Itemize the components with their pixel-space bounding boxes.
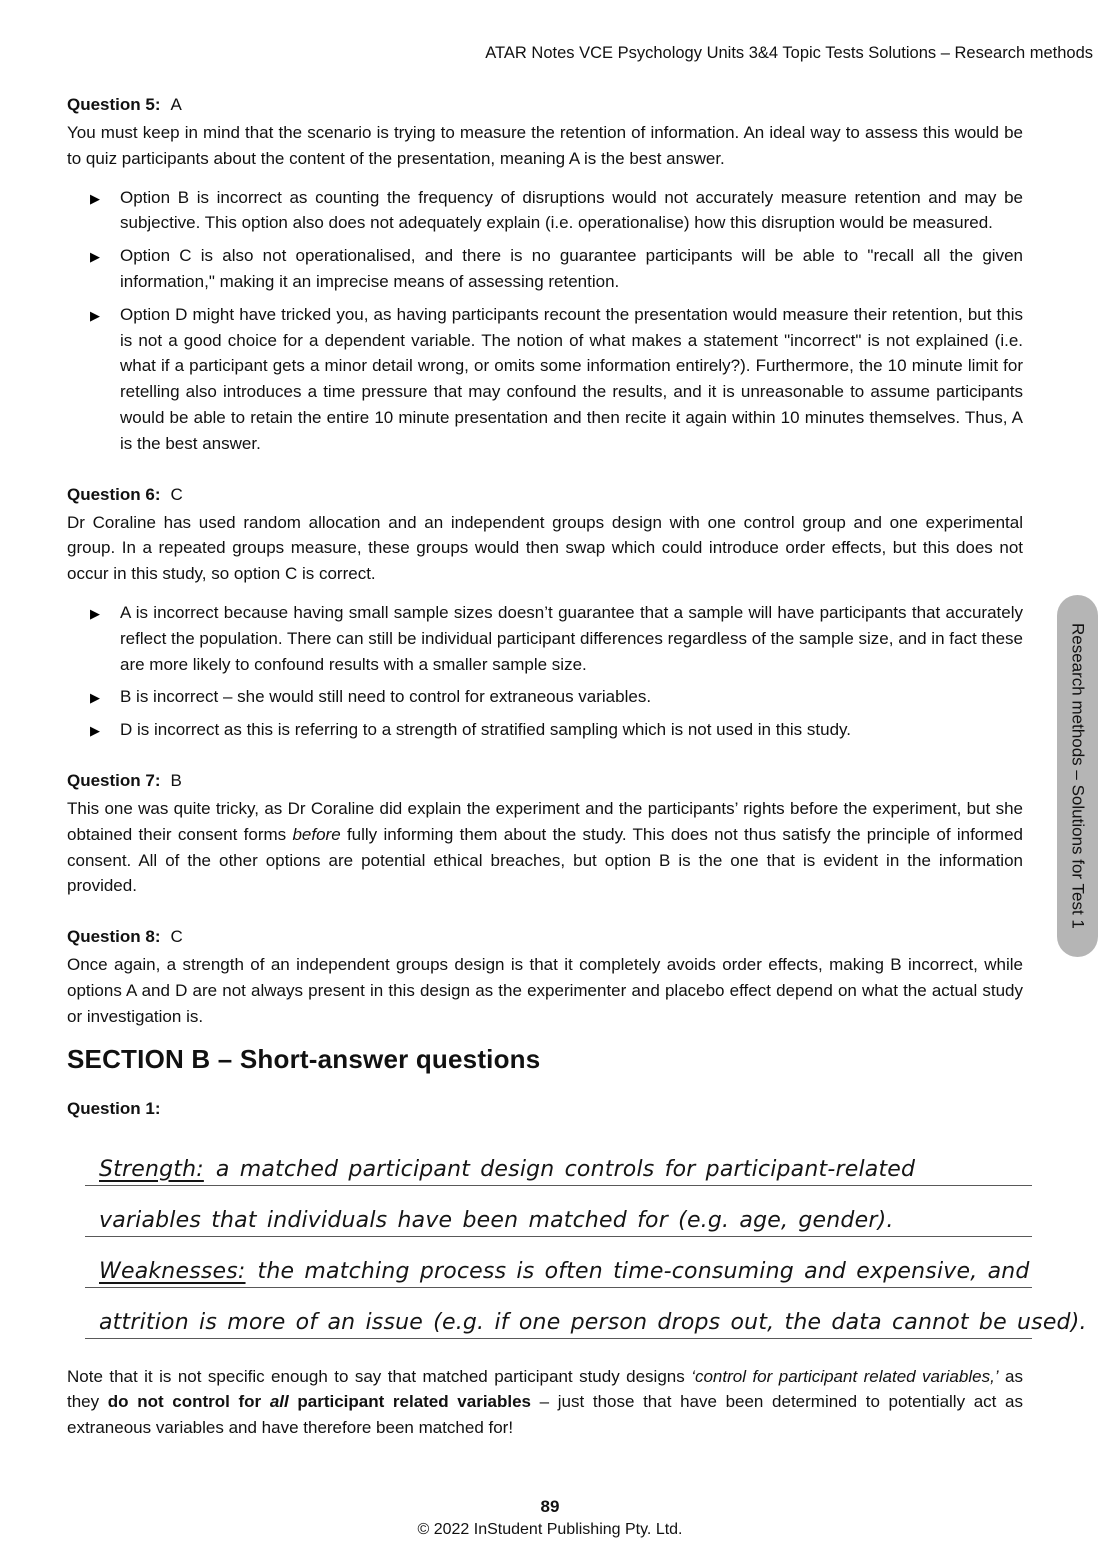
handwriting-line-3 bbox=[85, 1237, 1032, 1288]
note-text: as they bbox=[67, 1366, 1023, 1412]
bullet-text: Option B is incorrect as counting the frequency of disruptions would not accurately measure retention and may be subjective. This option also does not adequately explain (i.e. operationalise) how this disruption would be measured. bbox=[120, 187, 1023, 233]
bullet-triangle-icon: ▶ bbox=[90, 307, 100, 323]
intro-text: This one was quite tricky, as Dr Coraline did explain the experiment and the participants’ rights before the experiment, but she obtained their consent forms bbox=[67, 798, 1023, 844]
bullet-item bbox=[67, 600, 1023, 677]
question-6-bullets bbox=[67, 600, 1023, 743]
bullet-triangle-icon: ▶ bbox=[90, 190, 100, 206]
side-tab-research-methods bbox=[1057, 595, 1098, 957]
side-tab-label: Research methods – Solutions for Test 1 bbox=[1068, 623, 1088, 929]
bullet-item bbox=[67, 302, 1023, 457]
section-b-heading: SECTION B – Short-answer questions bbox=[67, 1043, 541, 1074]
bullet-item bbox=[67, 684, 1023, 710]
question-5-heading bbox=[67, 94, 1023, 116]
handwriting-text: the matching process is often time-consuming and expensive, and bbox=[257, 1258, 1030, 1284]
bullet-triangle-icon: ▶ bbox=[90, 723, 100, 739]
intro-text: fully informing them about the study. This does not thus satisfy the principle of informed consent. All of the other options are potential ethical breaches, but option B is the one that is evident in the information provided. bbox=[67, 824, 1023, 896]
note-bold-text: participant related variables bbox=[288, 1392, 532, 1412]
question-label: Question 8: bbox=[67, 927, 161, 947]
question-5-block bbox=[67, 94, 1023, 457]
question-label: Question 7: bbox=[67, 770, 161, 790]
question-7-heading bbox=[67, 770, 1023, 792]
note-bold-text: do not control for bbox=[107, 1392, 270, 1412]
note-paragraph bbox=[67, 1364, 1023, 1441]
page-header: ATAR Notes VCE Psychology Units 3&4 Topic Tests Solutions – Research methods bbox=[485, 44, 1093, 62]
question-answer: C bbox=[170, 927, 183, 947]
handwriting-strength-label: Strength: bbox=[99, 1156, 204, 1182]
question-6-intro: Dr Coraline has used random allocation and an independent groups design with one control group and one experimental group. In a repeated groups measure, these groups would then swap which could introduce order effects, but this does not occur in this study, so option C is correct. bbox=[67, 512, 1023, 584]
handwriting-text: variables that individuals have been matched for (e.g. age, gender). bbox=[99, 1207, 894, 1233]
handwriting-weaknesses-label: Weaknesses: bbox=[99, 1258, 246, 1284]
question-8-heading bbox=[67, 926, 1023, 948]
bullet-triangle-icon: ▶ bbox=[90, 605, 100, 621]
question-6-heading bbox=[67, 484, 1023, 506]
question-answer: B bbox=[170, 770, 182, 790]
question-5-bullets bbox=[67, 185, 1023, 457]
bullet-item bbox=[67, 185, 1023, 237]
bullet-triangle-icon: ▶ bbox=[90, 690, 100, 706]
question-6-block bbox=[67, 484, 1023, 743]
bullet-text: D is incorrect as this is referring to a strength of stratified sampling which is not used in this study. bbox=[120, 720, 851, 740]
note-bold-italic-text: all bbox=[269, 1392, 289, 1412]
copyright-notice: © 2022 InStudent Publishing Pty. Ltd. bbox=[417, 1521, 683, 1538]
question-8-block bbox=[67, 926, 1023, 1029]
handwriting-line-1 bbox=[85, 1135, 1032, 1186]
bullet-text: B is incorrect – she would still need to control for extraneous variables. bbox=[120, 687, 652, 707]
bullet-text: Option D might have tricked you, as having participants recount the presentation would measure their retention, but this is not a good choice for a dependent variable. The notion of what makes a statement "incorrect" is not explained (i.e. what if a participant gets a minor detail wrong, or omits some information entirely?). Furthermore, the 10 minute limit for retelling also introduces a time pressure that may confound the results, and it is unreasonable to assume participants would be able to retain the entire 10 minute presentation and then recite it again within 10 minutes themselves. Thus, A is the best answer. bbox=[120, 304, 1023, 453]
bullet-item bbox=[67, 717, 1023, 743]
question-answer: A bbox=[170, 95, 182, 114]
intro-italic-text: before bbox=[292, 824, 341, 844]
question-7-intro bbox=[67, 796, 1023, 899]
handwriting-text: a matched participant design controls for participant-related bbox=[215, 1156, 916, 1182]
page-number: 89 bbox=[540, 1497, 560, 1516]
question-8-intro: Once again, a strength of an independent groups design is that it completely avoids order effects, making B incorrect, while options A and D are not always present in this design as the experimenter and placebo effect depend on what the actual study or investigation is. bbox=[67, 955, 1023, 1026]
question-1-label: Question 1: bbox=[67, 1098, 161, 1118]
question-5-intro: You must keep in mind that the scenario is trying to measure the retention of information. An ideal way to assess this would be to quiz participants about the content of the presentation, meaning A is the best answer. bbox=[67, 123, 1023, 168]
note-italic-text: ‘control for participant related variables,’ bbox=[691, 1366, 999, 1386]
question-answer: C bbox=[170, 484, 183, 504]
bullet-item bbox=[67, 243, 1023, 295]
question-7-block bbox=[67, 770, 1023, 899]
note-text: – just those that have been determined to potentially act as extraneous variables and have therefore been matched for! bbox=[67, 1392, 1023, 1438]
handwritten-answer bbox=[85, 1135, 1087, 1339]
question-label: Question 6: bbox=[67, 484, 161, 504]
bullet-text: Option C is also not operationalised, and there is no guarantee participants will be able to "recall all the given information," making it an imprecise means of assessing retention. bbox=[120, 246, 1023, 291]
bullet-text: A is incorrect because having small sample sizes doesn’t guarantee that a sample will have participants that accurately reflect the population. There can still be individual participant differences regardless of the sample size, and in fact these are more likely to confound results with a smaller sample size. bbox=[120, 602, 1023, 674]
bullet-triangle-icon: ▶ bbox=[90, 249, 100, 265]
handwriting-text: attrition is more of an issue (e.g. if one person drops out, the data cannot be used). bbox=[99, 1309, 1087, 1335]
handwriting-line-4 bbox=[85, 1288, 1087, 1339]
question-label: Question 5: bbox=[67, 95, 161, 114]
handwriting-line-2 bbox=[85, 1186, 1032, 1237]
note-text: Note that it is not specific enough to say that matched participant study designs bbox=[67, 1366, 692, 1386]
